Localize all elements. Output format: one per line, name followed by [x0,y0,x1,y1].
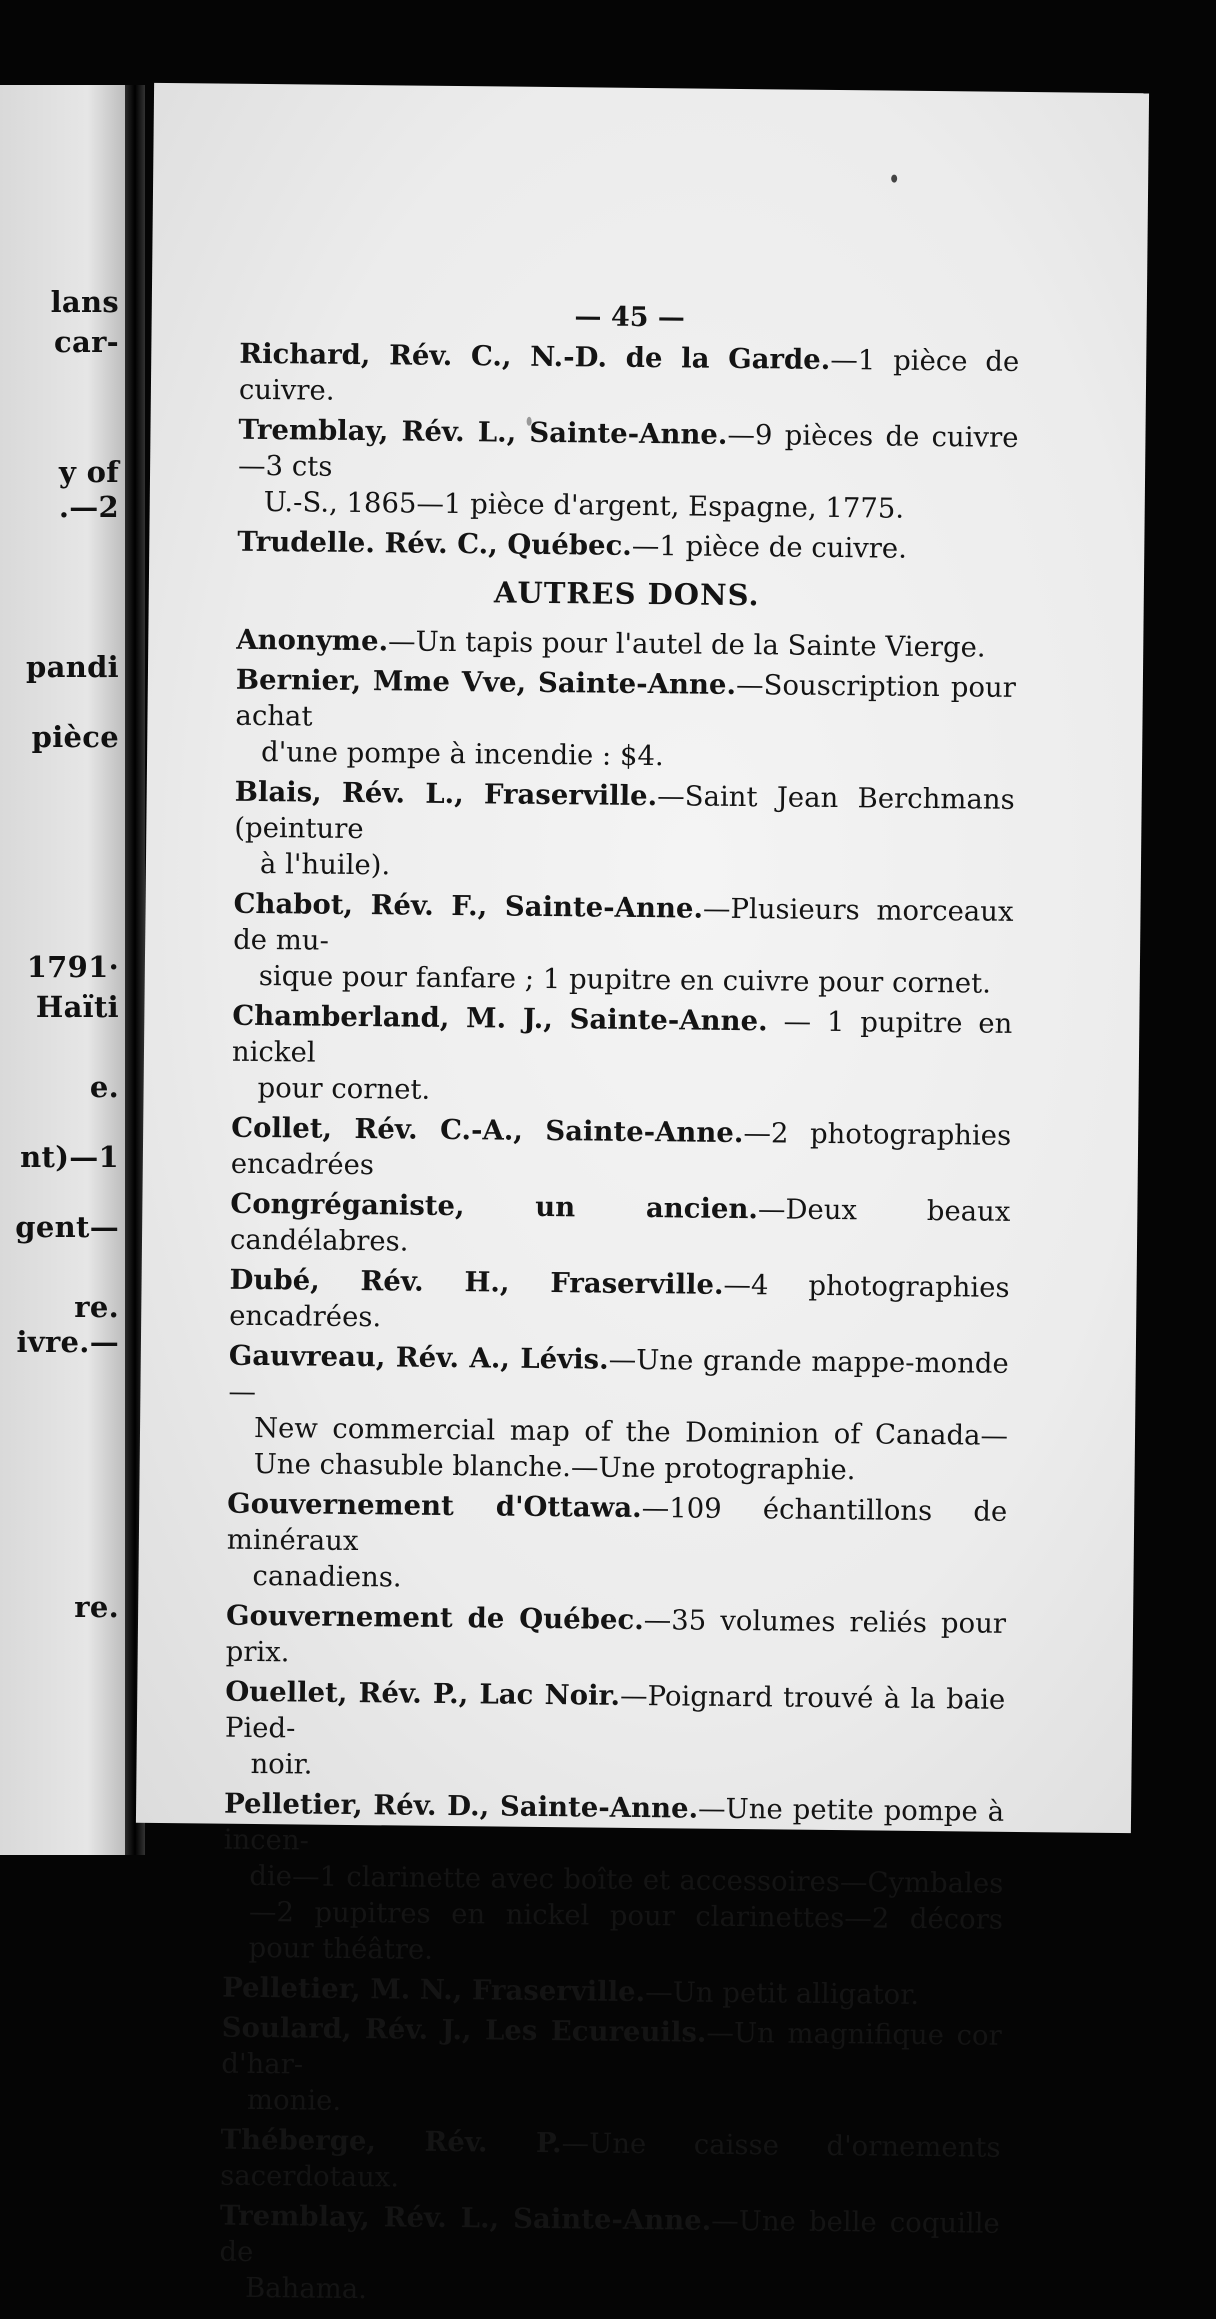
list-item [227,1338,1008,1490]
list-item [229,1262,1010,1342]
donor-name: Soulard, Rév. J., Les Ecureuils. [221,2011,707,2049]
donor-name: Richard, Rév. C., N.-D. de la Garde. [239,337,831,376]
donation-text: —Un tapis pour l'autel de la Sainte Vierge. [387,625,986,664]
left-fragment: gent— [15,1210,119,1244]
list-item [238,412,1019,528]
ink-speck [891,175,897,183]
donation-text: —Un magnifique cor d'har- [221,2016,1002,2081]
donation-continuation: sique pour fanfare ; 1 pupitre en cuivre pour cornet. [258,959,992,1000]
donor-name: Chamberland, M. J., Sainte-Anne. [232,999,768,1038]
donation-text: —Une belle coquille de [219,2204,1000,2268]
donation-continuation: d'une pompe à incendie : $4. [260,735,664,773]
list-item [230,1186,1011,1266]
donation-text: —35 volumes reliés pour prix. [225,1604,1007,1669]
left-fragment: ivre.— [16,1325,119,1359]
donation-continuation: New commercial map of the Dominion of Canada—Une chasuble blanche.—Une protographie. [253,1411,1009,1487]
donor-name: Congréganiste, un ancien. [230,1187,759,1226]
left-fragment: car- [54,325,119,359]
donation-text: —1 pièce de cuivre. [631,529,908,565]
donation-continuation: pour cornet. [257,1071,431,1106]
left-fragment: pièce [31,720,119,754]
section-heading: AUTRES DONS. [493,575,760,613]
donation-text: —1 pièce de cuivre. [238,343,1020,407]
left-fragment: y of [59,455,119,489]
list-item [221,2010,1002,2126]
donor-name: Gouvernement de Québec. [225,1599,644,1637]
donations-list [219,622,1017,2314]
donation-text: —2 photographies encadrées [230,1117,1012,1182]
donation-continuation: canadiens. [252,1559,402,1594]
page-number: — 45 — [574,301,686,334]
left-fragment: 1791· [26,950,119,984]
donor-name: Dubé, Rév. H., Fraserville. [229,1263,724,1301]
left-fragment: pandi [26,650,119,684]
list-item [222,1970,1002,2014]
left-fragment: Haïti [35,990,119,1024]
donor-name: Trudelle. Rév. C., Québec. [237,525,633,562]
donation-text: — 1 pupitre en nickel [231,1005,1013,1069]
list-item [226,1486,1007,1602]
donation-text: —Deux beaux candélabres. [229,1193,1011,1258]
donor-name: Gauvreau, Rév. A., Lévis. [228,1339,609,1376]
donations-list-top [237,336,1019,568]
donation-continuation: à l'huile). [259,847,391,882]
donor-name: Ouellet, Rév. P., Lac Noir. [225,1675,621,1712]
donation-continuation: die—1 clarinette avec boîte et accessoires—Cymbales—2 pupitres en nickel pour clarinettes—2 décors pour théâtre. [248,1859,1004,1966]
left-fragment: nt)—1 [20,1140,119,1174]
left-page-edge [0,85,125,1855]
donor-name: Blais, Rév. L., Fraserville. [234,775,658,813]
list-item [234,774,1015,890]
left-fragment: lans [50,285,119,319]
left-fragment: .—2 [58,490,119,524]
donation-continuation: Bahama. [244,2271,368,2306]
donor-name: Collet, Rév. C.-A., Sainte-Anne. [231,1111,744,1150]
donor-name: Tremblay, Rév. L., Sainte-Anne. [219,2199,712,2237]
list-item [233,886,1014,1002]
donation-text: —Une caisse d'ornements sacerdotaux. [220,2127,1001,2194]
left-fragment: re. [74,1290,119,1324]
donation-continuation: monie. [246,2083,342,2117]
donation-text: —4 photographies encadrées. [229,1268,1010,1334]
donation-text: —9 pièces de cuivre—3 cts [237,418,1019,483]
donation-text: —Souscription pour achat [235,668,1017,733]
donation-text: —Une grande mappe-monde— [228,1343,1009,1408]
donor-name: Pelletier, Rév. D., Sainte-Anne. [223,1787,699,1825]
donation-text: —Poignard trouvé à la baie Pied- [224,1679,1006,1745]
left-fragment: re. [74,1590,119,1624]
list-item [220,2122,1001,2202]
donation-text: —Saint Jean Berchmans (peinture [234,780,1015,846]
left-fragment: e. [89,1070,119,1104]
donor-name: Tremblay, Rév. L., Sainte-Anne. [238,413,728,451]
donation-continuation: U.-S., 1865—1 pièce d'argent, Espagne, 1775. [263,486,905,525]
list-item [239,336,1020,416]
list-item [226,1598,1007,1678]
list-item [236,622,1016,666]
list-item [219,2198,1000,2314]
donor-name: Anonyme. [236,623,389,658]
donor-name: Chabot, Rév. F., Sainte-Anne. [233,887,704,925]
list-item [224,1674,1005,1790]
donation-text: —Plusieurs morceaux de mu- [233,892,1014,957]
page-content [219,296,1020,2318]
donation-continuation: noir. [250,1747,313,1781]
list-item [235,662,1016,778]
donor-name: Théberge, Rév. P. [220,2123,562,2160]
list-item [231,1110,1012,1190]
list-item [231,998,1012,1114]
donor-name: Pelletier, M. N., Fraserville. [222,1971,646,2009]
donation-text: —Une petite pompe à incen- [223,1792,1005,1857]
document-page [136,83,1149,2306]
donation-text: —109 échantillons de minéraux [226,1492,1008,1558]
donor-name: Gouvernement d'Ottawa. [227,1487,642,1525]
donation-text: —Un petit alligator. [645,1976,920,2011]
donor-name: Bernier, Mme Vve, Sainte-Anne. [235,663,737,701]
list-item [222,1786,1004,1974]
list-item [237,524,1017,568]
